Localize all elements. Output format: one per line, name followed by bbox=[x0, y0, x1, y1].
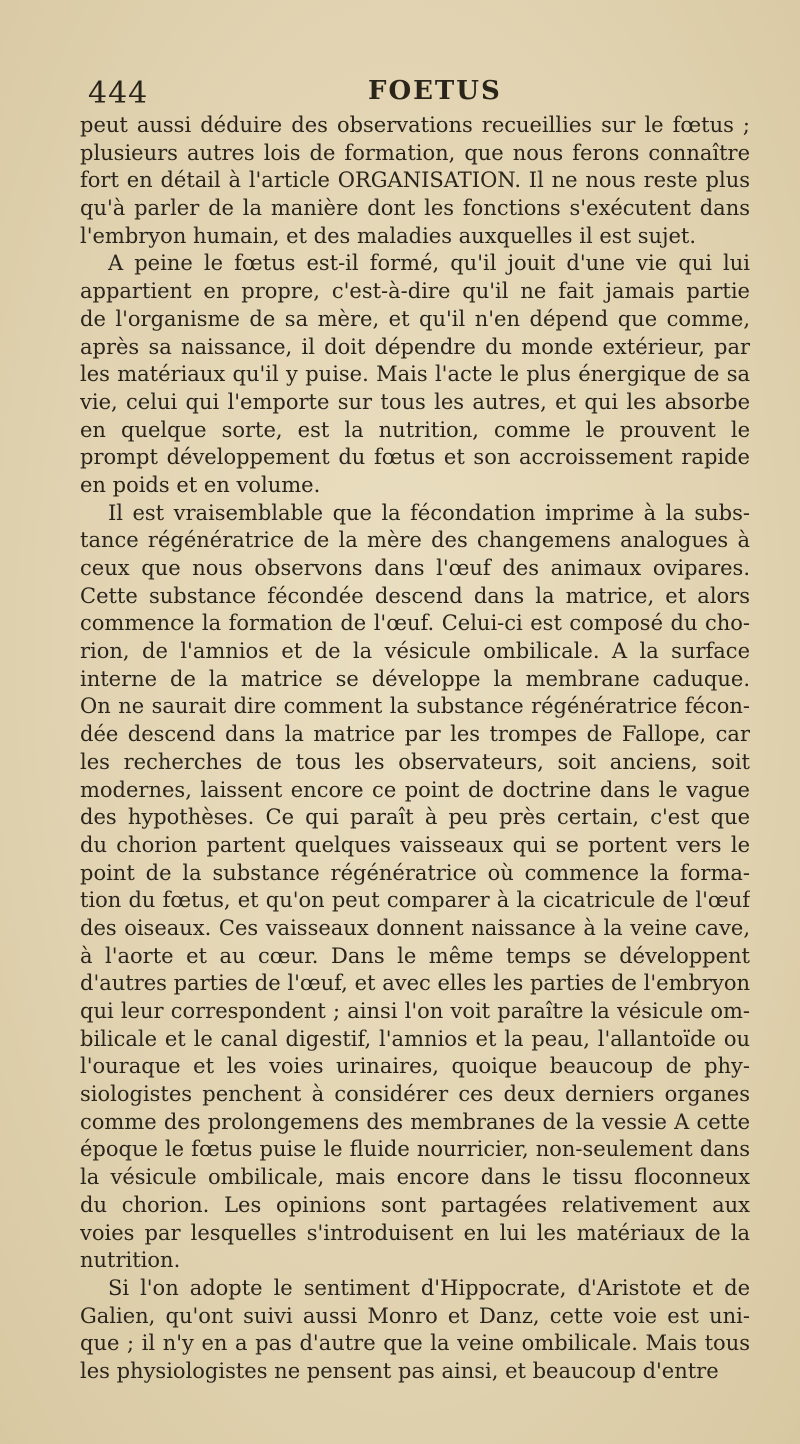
text-line: en poids et en volume. bbox=[80, 472, 321, 497]
text-line: l'ouraque et les voies urinaires, quoique beaucoup de phy- bbox=[80, 1054, 750, 1079]
running-head bbox=[88, 76, 708, 112]
text-line: des hypothèses. Ce qui paraît à peu près certain, c'est que bbox=[80, 805, 750, 830]
text-line: rion, de l'amnios et de la vésicule ombilicale. A la surface bbox=[80, 639, 750, 664]
text-line: dée descend dans la matrice par les trompes de Fallope, car bbox=[80, 722, 750, 747]
text-line: de l'organisme de sa mère, et qu'il n'en dépend que comme, bbox=[80, 306, 750, 331]
text-line: à l'aorte et au cœur. Dans le même temps se développent bbox=[80, 943, 750, 968]
text-line: les matériaux qu'il y puise. Mais l'acte le plus énergique de sa bbox=[80, 362, 750, 387]
text-line: époque le fœtus puise le fluide nourricier, non-seulement dans bbox=[80, 1137, 750, 1162]
text-line: du chorion partent quelques vaisseaux qui se portent vers le bbox=[80, 832, 750, 857]
text-line: que ; il n'y en a pas d'autre que la veine ombilicale. Mais tous bbox=[80, 1331, 750, 1356]
body-text bbox=[80, 112, 750, 1386]
text-line: qu'à parler de la manière dont les fonctions s'exécutent dans bbox=[80, 196, 750, 221]
text-line: les physiologistes ne pensent pas ainsi, et beaucoup d'entre bbox=[80, 1358, 719, 1383]
text-line: du chorion. Les opinions sont partagées relativement aux bbox=[80, 1192, 750, 1217]
text-line: comme des prolongemens des membranes de la vessie A cette bbox=[80, 1109, 750, 1134]
text-line: ceux que nous observons dans l'œuf des animaux ovipares. bbox=[80, 556, 750, 580]
running-title: FOETUS bbox=[368, 76, 502, 106]
text-line: interne de la matrice se développe la membrane caduque. bbox=[80, 666, 750, 691]
text-line: appartient en propre, c'est-à-dire qu'il ne fait jamais partie bbox=[80, 279, 750, 304]
text-line: vie, celui qui l'emporte sur tous les autres, et qui les absorbe bbox=[80, 389, 750, 414]
text-line: point de la substance régénératrice où commence la forma- bbox=[80, 860, 750, 885]
text-line: l'embryon humain, et des maladies auxquelles il est sujet. bbox=[80, 223, 697, 248]
text-line: On ne saurait dire comment la substance régénératrice fécon- bbox=[80, 694, 750, 719]
text-line: Galien, qu'ont suivi aussi Monro et Danz, cette voie est uni- bbox=[80, 1303, 750, 1328]
text-line: d'autres parties de l'œuf, et avec elles les parties de l'embryon bbox=[80, 971, 750, 996]
text-line: tion du fœtus, et qu'on peut comparer à la cicatricule de l'œuf bbox=[80, 888, 750, 913]
text-line: prompt développement du fœtus et son accroissement rapide bbox=[80, 445, 750, 470]
page-number: 444 bbox=[88, 76, 149, 111]
text-line: peut aussi déduire des observations recueillies sur le fœtus ; bbox=[80, 113, 750, 137]
text-line: bilicale et le canal digestif, l'amnios et la peau, l'allantoïde ou bbox=[80, 1026, 750, 1051]
text-line: modernes, laissent encore ce point de doctrine dans le vague bbox=[80, 777, 750, 802]
text-line: la vésicule ombilicale, mais encore dans le tissu floconneux bbox=[80, 1165, 750, 1190]
text-line: Cette substance fécondée descend dans la matrice, et alors bbox=[80, 583, 750, 608]
text-line: fort en détail à l'article ORGANISATION. Il ne nous reste plus bbox=[80, 168, 750, 193]
text-line: après sa naissance, il doit dépendre du monde extérieur, par bbox=[80, 334, 750, 359]
text-line: plusieurs autres lois de formation, que nous ferons connaître bbox=[80, 140, 750, 165]
text-line: Il est vraisemblable que la fécondation imprime à la subs- bbox=[108, 500, 750, 525]
text-line: les recherches de tous les observateurs, soit anciens, soit bbox=[80, 749, 750, 774]
text-line: en quelque sorte, est la nutrition, comme le prouvent le bbox=[80, 417, 750, 442]
text-line: des oiseaux. Ces vaisseaux donnent naissance à la veine cave, bbox=[80, 915, 750, 940]
text-line: commence la formation de l'œuf. Celui-ci est composé du cho- bbox=[80, 611, 750, 636]
text-line: qui leur correspondent ; ainsi l'on voit paraître la vésicule om- bbox=[80, 999, 750, 1023]
text-line: tance régénératrice de la mère des changemens analogues à bbox=[80, 528, 750, 553]
text-line: A peine le fœtus est-il formé, qu'il jouit d'une vie qui lui bbox=[108, 251, 750, 276]
text-line: nutrition. bbox=[80, 1248, 181, 1273]
text-line: Si l'on adopte le sentiment d'Hippocrate, d'Aristote et de bbox=[108, 1275, 750, 1300]
text-line: siologistes penchent à considérer ces deux derniers organes bbox=[80, 1082, 750, 1107]
text-line: voies par lesquelles s'introduisent en lui les matériaux de la bbox=[80, 1220, 750, 1245]
